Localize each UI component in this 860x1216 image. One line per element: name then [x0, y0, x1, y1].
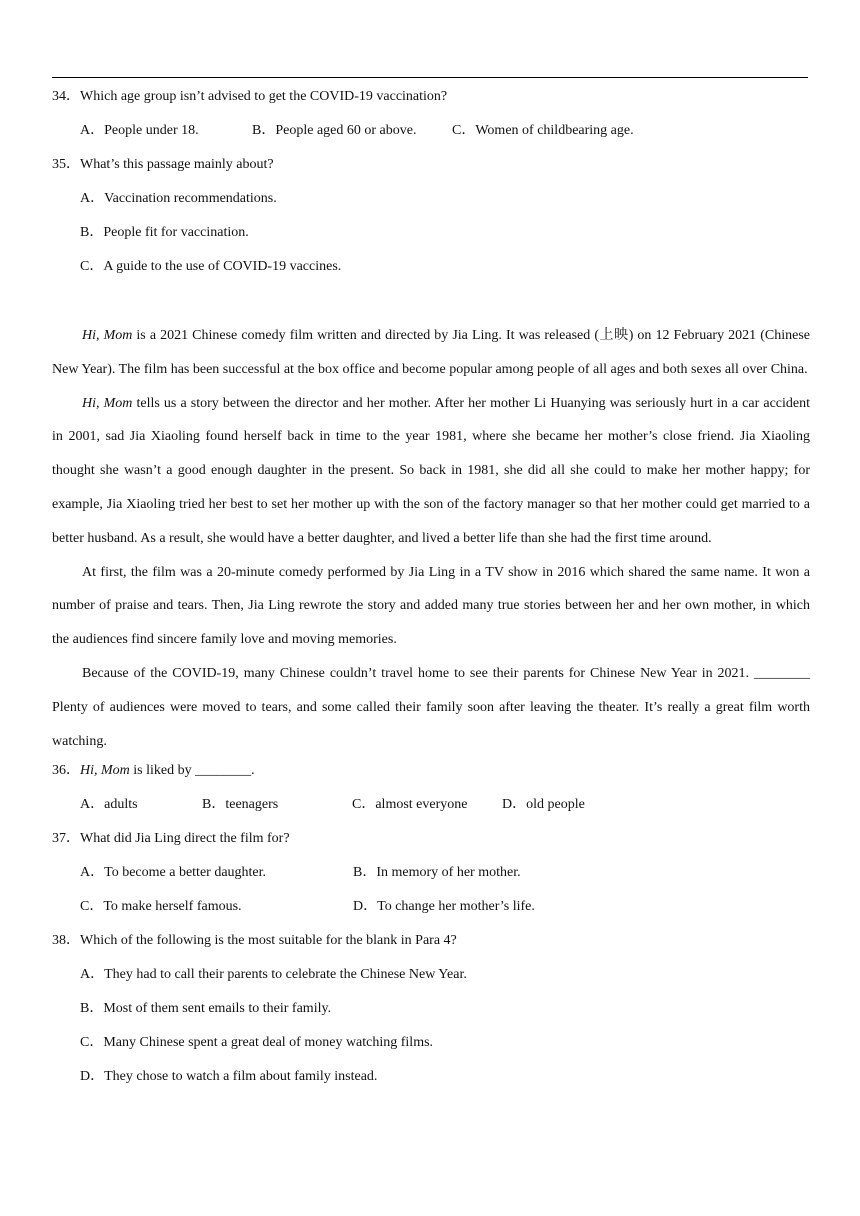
option-text: They had to call their parents to celebrate the Chinese New Year.: [104, 967, 467, 983]
option-c[interactable]: [52, 1032, 810, 1066]
question-number: 37．: [52, 831, 80, 847]
option-b[interactable]: [202, 794, 352, 815]
option-text: Most of them sent emails to their family.: [103, 1001, 332, 1017]
option-a[interactable]: [80, 120, 252, 141]
option-text: People under 18.: [104, 123, 199, 138]
option-letter: C．: [80, 899, 104, 915]
option-text: To make herself famous.: [103, 899, 242, 915]
option-b[interactable]: [353, 862, 521, 883]
reading-passage: [52, 319, 810, 758]
question-text: Which of the following is the most suitable for the blank in Para 4?: [80, 933, 457, 949]
option-letter: D．: [353, 899, 378, 915]
paragraph-text: Because of the COVID-19, many Chinese couldn’t travel home to see their parents for Chinese New Year in 2021. ________ Plenty of audiences were moved to tears, and some called their family soon after leaving the theater. It’s really a great film worth watching.: [52, 665, 810, 749]
passage-paragraph-4: [52, 657, 810, 758]
paragraph-text: At first, the film was a 20-minute comedy performed by Jia Ling in a TV show in 2016 which shared the same name. It won a number of praise and tears. Then, Jia Ling rewrote the story and added many true stories between her and her own mother, in which the audiences find sincere family love and moving memories.: [52, 564, 810, 648]
film-title: Hi, Mom: [80, 763, 130, 779]
question-36-options: [52, 794, 810, 828]
option-text: old people: [526, 797, 585, 813]
option-text: To change her mother’s life.: [377, 899, 535, 915]
option-letter: B．: [80, 1001, 104, 1017]
option-a[interactable]: [52, 964, 810, 998]
paragraph-text: is a 2021 Chinese comedy film written and directed by Jia Ling. It was released (上映) on 12 February 2021 (Chinese New Year). The film has been successful at the box office and become popular among people of all ages and both sexes all over China.: [52, 328, 810, 377]
question-number: 36．: [52, 763, 80, 779]
option-b[interactable]: [52, 998, 810, 1032]
option-text: To become a better daughter.: [104, 865, 267, 881]
option-c[interactable]: [52, 256, 810, 290]
option-text: They chose to watch a film about family instead.: [104, 1069, 378, 1085]
option-a[interactable]: [52, 188, 810, 222]
option-text: Many Chinese spent a great deal of money watching films.: [103, 1035, 434, 1051]
option-text: Women of childbearing age.: [475, 123, 634, 138]
option-letter: A．: [80, 123, 105, 138]
option-a[interactable]: [80, 862, 353, 883]
option-letter: A．: [80, 967, 105, 983]
option-letter: D．: [502, 797, 527, 813]
option-text: In memory of her mother.: [376, 865, 521, 881]
option-text: adults: [104, 797, 138, 813]
option-letter: A．: [80, 797, 105, 813]
question-number: 38．: [52, 933, 80, 949]
question-38: [52, 930, 810, 964]
passage-paragraph-2: [52, 387, 810, 556]
option-letter: C．: [80, 1035, 104, 1051]
option-c[interactable]: [352, 794, 502, 815]
question-37-options-row-2: [52, 896, 810, 930]
header-rule: [52, 77, 808, 78]
option-text: People aged 60 or above.: [275, 123, 417, 138]
question-37-options-row-1: [52, 862, 810, 896]
option-text: almost everyone: [375, 797, 468, 813]
question-36: [52, 760, 810, 794]
option-letter: C．: [352, 797, 376, 813]
passage-paragraph-1: [52, 319, 810, 387]
option-letter: B．: [252, 123, 276, 138]
paragraph-text: tells us a story between the director and her mother. After her mother Li Huanying was seriously hurt in a car accident in 2001, sad Jia Xiaoling found herself back in time to the year 1981, where she became her mother’s close friend. Jia Xiaoling thought she wasn’t a good enough daughter in the present. So back in 1981, she did all she could to make her mother happy; for example, Jia Xiaoling tried her best to set her mother up with the son of the factory manager so that her mother could get married to a better husband. As a result, she would have a better daughter, and lived a better life than she had the first time around.: [52, 395, 810, 546]
option-text: A guide to the use of COVID-19 vaccines.: [103, 259, 342, 274]
option-b[interactable]: [52, 222, 810, 256]
option-letter: B．: [353, 865, 377, 881]
option-letter: C．: [452, 123, 476, 138]
question-34-options: [52, 120, 810, 154]
option-letter: A．: [80, 865, 105, 881]
exam-page: [52, 86, 810, 1100]
question-text: Which age group isn’t advised to get the COVID-19 vaccination?: [80, 89, 448, 104]
option-letter: D．: [80, 1069, 105, 1085]
section-gap: [52, 290, 810, 322]
option-letter: B．: [202, 797, 226, 813]
question-text: is liked by ________.: [129, 763, 255, 779]
question-text: What did Jia Ling direct the film for?: [80, 831, 290, 847]
option-a[interactable]: [80, 794, 202, 815]
option-d[interactable]: [52, 1066, 810, 1100]
question-number: 35．: [52, 157, 80, 172]
film-title: Hi, Mom: [82, 328, 133, 343]
option-d[interactable]: [502, 794, 585, 815]
option-d[interactable]: [353, 896, 535, 917]
option-text: Vaccination recommendations.: [104, 191, 277, 206]
option-text: People fit for vaccination.: [103, 225, 249, 240]
option-letter: C．: [80, 259, 104, 274]
question-37: [52, 828, 810, 862]
option-c[interactable]: [452, 120, 634, 141]
option-c[interactable]: [80, 896, 353, 917]
question-text: What’s this passage mainly about?: [80, 157, 274, 172]
option-b[interactable]: [252, 120, 452, 141]
question-number: 34．: [52, 89, 80, 104]
question-34: [52, 86, 810, 120]
option-letter: B．: [80, 225, 104, 240]
film-title: Hi, Mom: [82, 395, 133, 411]
question-35: [52, 154, 810, 188]
option-text: teenagers: [225, 797, 279, 813]
option-letter: A．: [80, 191, 105, 206]
passage-paragraph-3: [52, 556, 810, 657]
